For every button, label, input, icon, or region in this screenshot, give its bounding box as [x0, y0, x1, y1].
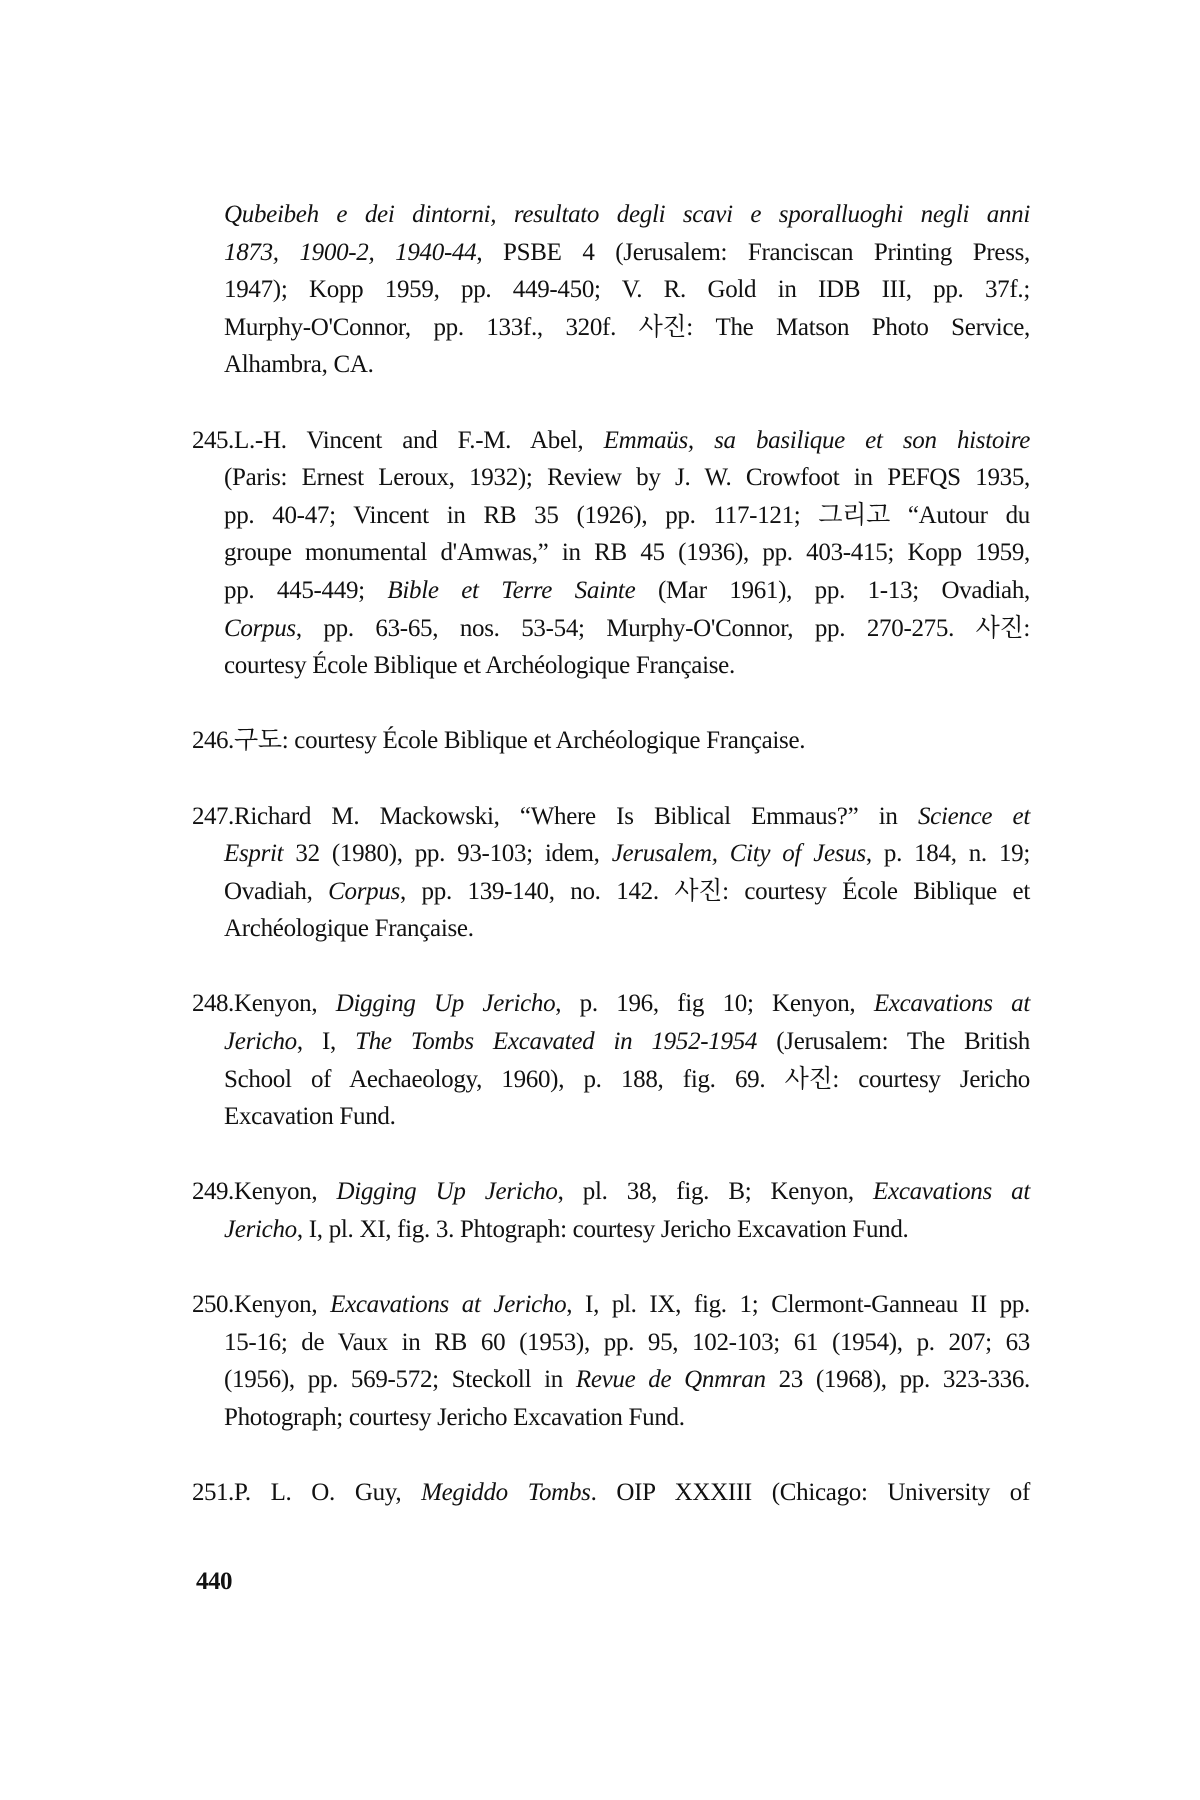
footnote-line — [224, 1474, 1030, 1512]
footnote — [0, 1173, 1200, 1248]
italic-title-text: Excavations at Jericho — [330, 1291, 567, 1319]
footnote-text: Kenyon, — [234, 990, 336, 1018]
footnote-text: (Paris: Ernest Leroux, 1932); Review by J. W. Crowfoot in PEFQS 1935, — [224, 464, 1030, 492]
italic-title-text: The Tombs Excavated in 1952-1954 — [355, 1028, 758, 1056]
footnote-text: , pp. 63-65, nos. 53-54; Murphy-O'Connor, pp. 270-275. 사진: — [295, 614, 1030, 642]
footnote-line — [224, 422, 1030, 460]
footnote-text: (1956), pp. 569-572; Steckoll in — [224, 1366, 576, 1394]
italic-title-text: Jericho — [224, 1216, 297, 1244]
footnote-text: Kenyon, — [234, 1178, 337, 1206]
footnote — [0, 985, 1200, 1135]
footnote-line — [224, 610, 1030, 648]
italic-title-text: Jerusalem, City of Jesus — [611, 840, 866, 868]
italic-title-text: Corpus — [328, 877, 400, 905]
footnote — [0, 1474, 1200, 1512]
footnote — [0, 1286, 1200, 1436]
footnote-line — [224, 873, 1030, 911]
footnote-text: (Jerusalem: The British — [757, 1028, 1031, 1056]
footnote-number: 245. — [192, 426, 234, 454]
italic-title-text: Revue de Qnmran — [575, 1366, 766, 1394]
footnote-text: , I, — [296, 1028, 356, 1056]
footnote-line — [224, 1399, 1030, 1437]
footnote-number: 247. — [192, 802, 234, 830]
footnote-number: 250. — [192, 1291, 234, 1319]
footnote-line — [224, 572, 1030, 610]
footnote-line — [224, 271, 1030, 309]
italic-title-text: 1873, 1900-2, 1940-44 — [224, 238, 477, 266]
footnote-line — [224, 196, 1030, 234]
footnotes-list — [0, 196, 1200, 1549]
footnote-line — [224, 1324, 1030, 1362]
footnote-text: L.-H. Vincent and F.-M. Abel, — [234, 426, 604, 454]
footnote-text: , pl. 38, fig. B; Kenyon, — [557, 1178, 874, 1206]
footnote-text: 23 (1968), pp. 323-336. — [765, 1366, 1030, 1394]
footnote-text: courtesy École Biblique et Archéologique Française. — [224, 652, 735, 680]
italic-title-text: Science et — [917, 802, 1030, 830]
footnote-text: Ovadiah, — [224, 877, 329, 905]
footnote-line — [224, 722, 1030, 760]
italic-title-text: Megiddo Tombs — [421, 1479, 591, 1507]
footnote-line — [224, 234, 1030, 272]
footnote-text: 15-16; de Vaux in RB 60 (1953), pp. 95, 102-103; 61 (1954), p. 207; 63 — [224, 1328, 1030, 1356]
italic-title-text: Digging Up Jericho — [335, 990, 556, 1018]
italic-title-text: Digging Up Jericho — [336, 1178, 558, 1206]
footnote-line — [224, 910, 1030, 948]
italic-title-text: Excavations at — [873, 990, 1030, 1018]
footnote — [0, 196, 1200, 384]
footnote-line — [224, 647, 1030, 685]
footnote-text: , p. 196, fig 10; Kenyon, — [555, 990, 874, 1018]
footnote-line — [224, 798, 1030, 836]
footnote-line — [224, 1098, 1030, 1136]
footnote-number: 248. — [192, 990, 234, 1018]
footnote-line — [224, 1286, 1030, 1324]
footnote-text: Alhambra, CA. — [224, 351, 374, 379]
footnote — [0, 722, 1200, 760]
footnote-line — [224, 309, 1030, 347]
footnote-text: pp. 445-449; — [224, 576, 388, 604]
page-number: 440 — [196, 1568, 232, 1595]
footnote-text: P. L. O. Guy, — [234, 1479, 422, 1507]
footnote-text: Excavation Fund. — [224, 1103, 396, 1131]
footnote-text: Murphy-O'Connor, pp. 133f., 320f. 사진: The Matson Photo Service, — [224, 313, 1030, 341]
footnote-text: Kenyon, — [234, 1291, 331, 1319]
italic-title-text: Bible et Terre Sainte — [387, 576, 636, 604]
footnote-line — [224, 1061, 1030, 1099]
footnote-text: School of Aechaeology, 1960), p. 188, fig. 69. 사진: courtesy Jericho — [224, 1065, 1030, 1093]
footnote — [0, 422, 1200, 685]
italic-title-text: Emmaüs, sa basilique et son histoire — [603, 426, 1031, 454]
footnote-text: , p. 184, n. 19; — [865, 840, 1030, 868]
footnote-text: , I, pl. IX, fig. 1; Clermont-Ganneau II pp. — [566, 1291, 1030, 1319]
italic-title-text: Qubeibeh e dei dintorni, resultato degli scavi e sporalluoghi negli anni — [224, 201, 1030, 228]
footnote-text: Richard M. Mackowski, “Where Is Biblical Emmaus?” in — [234, 802, 918, 830]
footnote-line — [224, 346, 1030, 384]
footnote-number: 251. — [192, 1479, 234, 1507]
italic-title-text: Jericho — [224, 1028, 297, 1056]
italic-title-text: Corpus — [224, 614, 296, 642]
footnote-text: Photograph; courtesy Jericho Excavation Fund. — [224, 1404, 685, 1431]
footnote-line — [224, 1361, 1030, 1399]
footnote-text: 1947); Kopp 1959, pp. 449-450; V. R. Gold in IDB III, pp. 37f.; — [224, 276, 1030, 304]
footnote-text: , I, pl. XI, fig. 3. Phtograph: courtesy Jericho Excavation Fund. — [296, 1216, 909, 1244]
footnote-text: (Mar 1961), pp. 1-13; Ovadiah, — [635, 576, 1031, 604]
footnote-line — [224, 985, 1030, 1023]
footnote-line — [224, 1211, 1030, 1249]
footnote-text: , pp. 139-140, no. 142. 사진: courtesy École Biblique et — [400, 877, 1031, 905]
footnote-line — [224, 534, 1030, 572]
footnote-text: pp. 40-47; Vincent in RB 35 (1926), pp. 117-121; 그리고 “Autour du — [224, 501, 1030, 529]
italic-title-text: Excavations at — [873, 1178, 1030, 1206]
footnote-line — [224, 1023, 1030, 1061]
footnote-line — [224, 835, 1030, 873]
footnote-text: groupe monumental d'Amwas,” in RB 45 (1936), pp. 403-415; Kopp 1959, — [224, 539, 1030, 567]
footnote-number: 246. — [192, 727, 234, 755]
footnote-text: Archéologique Française. — [224, 915, 474, 943]
footnote-line — [224, 1173, 1030, 1211]
footnote-text: 32 (1980), pp. 93-103; idem, — [283, 840, 612, 868]
footnote-line — [224, 459, 1030, 497]
italic-title-text: Esprit — [224, 840, 284, 868]
footnote — [0, 798, 1200, 948]
footnote-line — [224, 497, 1030, 535]
footnote-text: , PSBE 4 (Jerusalem: Franciscan Printing Press, — [476, 238, 1030, 266]
footnote-number: 249. — [192, 1178, 234, 1206]
footnote-text: 구도: courtesy École Biblique et Archéologique Française. — [234, 727, 806, 755]
footnote-text: . OIP XXXIII (Chicago: University of — [590, 1479, 1030, 1507]
